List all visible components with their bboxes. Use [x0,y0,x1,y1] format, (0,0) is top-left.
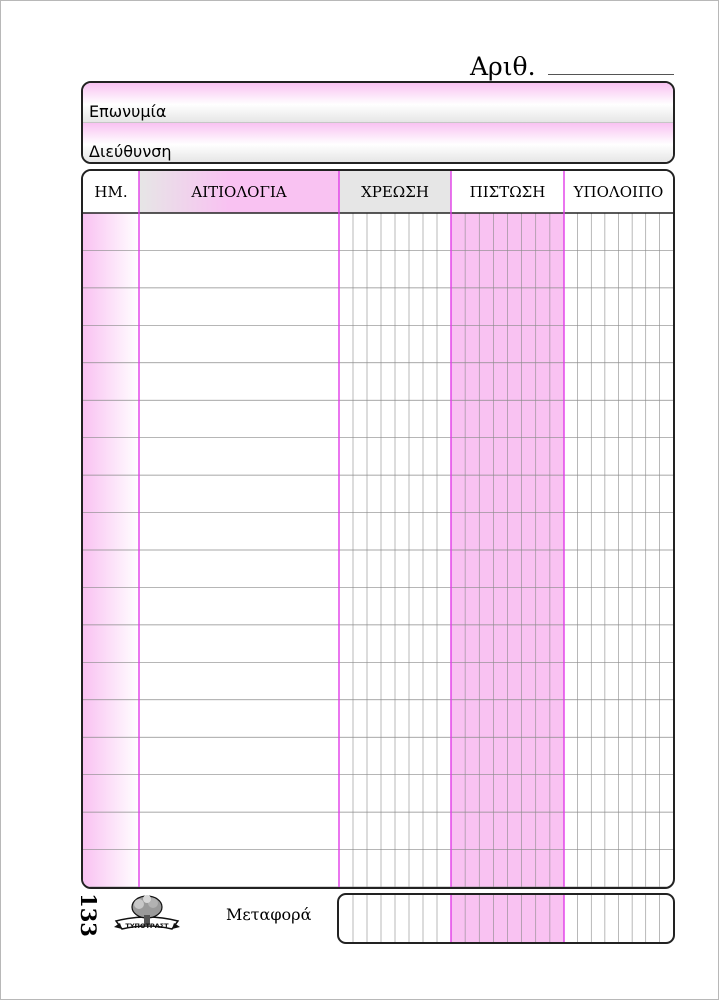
address-label: Διεύθυνση [89,142,172,161]
ledger-table [81,169,675,889]
customer-header-box [81,81,675,164]
logo-text: ΤΥΠΟΤΡΑΣΤ [125,922,169,930]
column-header-balance: ΥΠΟΛΟΙΠΟ [573,183,664,201]
carry-forward-grid [339,895,673,942]
column-header-description: ΑΙΤΙΟΛΟΓΙΑ [191,183,287,201]
tree-logo-icon [112,893,182,943]
number-label: Αριθ. [470,52,536,81]
company-name-label: Επωνυμία [89,102,167,121]
address-field[interactable] [83,123,673,162]
column-header-credit: ΠΙΣΤΩΣΗ [469,183,546,201]
number-field-line[interactable] [548,74,674,75]
carry-forward-box[interactable] [337,893,675,944]
carry-forward-label: Μεταφορά [226,905,312,924]
ledger-grid [83,171,673,887]
column-header-date: ΗΜ. [94,183,128,201]
column-header-debit: ΧΡΕΩΣΗ [361,183,429,201]
page-number: 133 [76,893,101,937]
company-name-field[interactable] [83,83,673,123]
